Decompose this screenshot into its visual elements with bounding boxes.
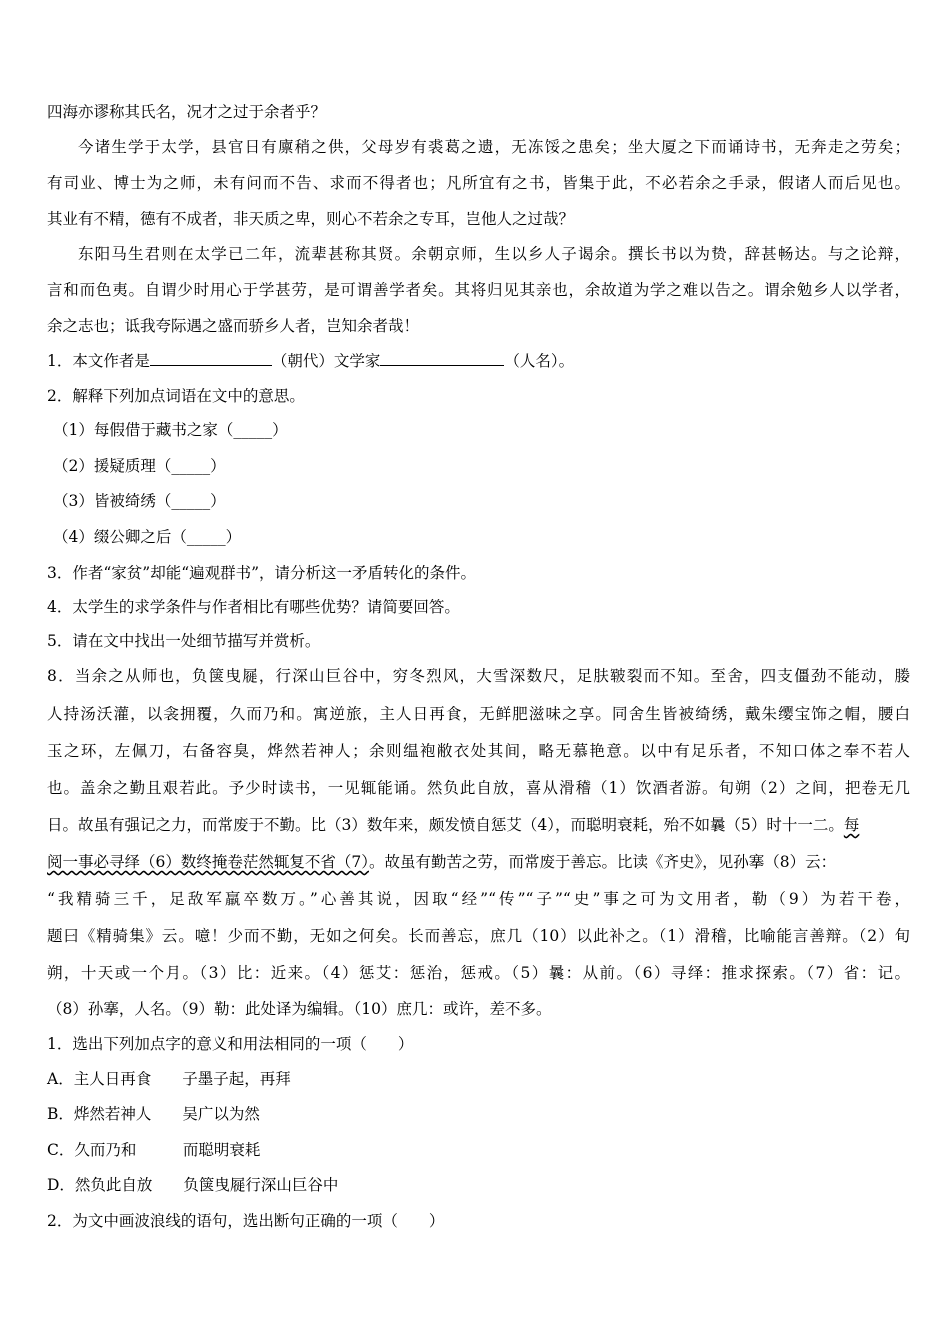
sub-question: （3）皆被绮绣（_____） xyxy=(53,492,226,510)
passage-line: （8）孙搴，人名。（9）勒：此处译为编辑。（10）庶几：或许，差不多。 xyxy=(47,1000,552,1018)
passage-line: 题曰《精骑集》云。噫！少而不勤，无如之何矣。长而善忘，庶几（10）以此补之。（1）滑稽，比喻能言善辩。（2）旬 xyxy=(47,927,910,945)
sub-question: （1）每假借于藏书之家（_____） xyxy=(53,421,288,439)
passage-line: 人持汤沃灌，以衾拥覆，久而乃和。寓逆旅，主人日再食，无鲜肥滋味之享。同舍生皆被绮绣，戴朱缨宝饰之帽，腰白 xyxy=(47,705,910,723)
text-line: 余之志也；诋我夸际遇之盛而骄乡人者，岂知余者哉！ xyxy=(47,317,420,335)
question-text: 1．本文作者是 xyxy=(47,352,150,370)
option-b[interactable]: B．烨然若神人 吴广以为然 xyxy=(47,1105,260,1123)
answer-blank[interactable] xyxy=(150,351,272,366)
question-1b: 1．选出下列加点字的意义和用法相同的一项（ ） xyxy=(47,1035,414,1053)
wavy-underlined-text: 每 xyxy=(843,816,860,834)
answer-blank[interactable] xyxy=(380,351,504,366)
passage-line: 8．当余之从师也，负箧曳屣，行深山巨谷中，穷冬烈风，大雪深数尺，足肤皲裂而不知。至舍，四支僵劲不能动，媵 xyxy=(47,667,910,685)
passage-line: “我精骑三千，足敌军羸卒数万。”心善其说，因取“经”“传”“子”“史”事之可为文用者，勒（9）为若干卷， xyxy=(47,890,910,908)
text-line: 有司业、博士为之师，未有问而不告、求而不得者也；凡所宜有之书，皆集于此，不必若余之手录，假诸人而后见也。 xyxy=(47,174,910,192)
question-2b: 2．为文中画波浪线的语句，选出断句正确的一项（ ） xyxy=(47,1212,445,1230)
sub-question: （4）缀公卿之后（_____） xyxy=(53,528,242,546)
option-d[interactable]: D．然负此自放 负箧曳屣行深山巨谷中 xyxy=(47,1176,339,1194)
text-line: 言和而色夷。自谓少时用心于学甚劳，是可谓善学者矣。其将归见其亲也，余故道为学之难以告之。谓余勉乡人以学者， xyxy=(47,281,910,299)
question-text: （人名）。 xyxy=(504,352,575,370)
question-4: 4．太学生的求学条件与作者相比有哪些优势？请简要回答。 xyxy=(47,598,460,616)
option-c[interactable]: C．久而乃和 而聪明衰耗 xyxy=(47,1141,261,1159)
text-line: 其业有不精，德有不成者，非天质之卑，则心不若余之专耳，岂他人之过哉？ xyxy=(47,210,575,228)
passage-line xyxy=(47,852,910,872)
passage-line: 也。盖余之勤且艰若此。予少时读书，一见辄能诵。然负此自放，喜从滑稽（1）饮酒者游。旬朔（2）之间，把卷无几 xyxy=(47,779,910,797)
text-line: 四海亦谬称其氏名，况才之过于余者乎？ xyxy=(47,103,327,121)
text-line: 东阳马生君则在太学已二年，流辈甚称其贤。余朝京师，生以乡人子谒余。撰长书以为贽，辞甚畅达。与之论辩， xyxy=(78,245,910,263)
question-2: 2．解释下列加点词语在文中的意思。 xyxy=(47,387,305,405)
question-3: 3．作者“家贫”却能“遍观群书”，请分析这一矛盾转化的条件。 xyxy=(47,564,477,582)
question-text: （朝代）文学家 xyxy=(271,352,381,370)
sub-question: （2）援疑质理（_____） xyxy=(53,457,226,475)
wavy-underlined-text: 阅一事必寻绎（6）数终掩卷茫然辄复不省（7） xyxy=(47,853,369,871)
option-a[interactable]: A．主人日再食 子墨子起，再拜 xyxy=(47,1070,291,1088)
text-line: 今诸生学于太学，县官日有廪稍之供，父母岁有裘葛之遗，无冻馁之患矣；坐大厦之下而诵诗书，无奔走之劳矣； xyxy=(78,138,910,156)
passage-line: 朔，十天或一个月。（3）比：近来。（4）惩艾：惩治，惩戒。（5）曩：从前。（6）寻绎：推求探索。（7）省：记。 xyxy=(47,964,910,982)
passage-line xyxy=(47,815,910,835)
passage-text: 。故虽有勤苦之劳，而常废于善忘。比读《齐史》，见孙搴（8）云： xyxy=(368,853,837,871)
question-5: 5．请在文中找出一处细节描写并赏析。 xyxy=(47,632,321,650)
passage-text: 日。故虽有强记之力，而常废于不勤。比（3）数年来，颇发愤自惩艾（4），而聪明衰耗，殆不如曩（5）时十一二。 xyxy=(47,816,844,834)
passage-line: 玉之环，左佩刀，右备容臭，烨然若神人；余则缊袍敝衣处其间，略无慕艳意。以中有足乐者，不知口体之奉不若人 xyxy=(47,742,910,760)
question-1 xyxy=(47,351,910,371)
